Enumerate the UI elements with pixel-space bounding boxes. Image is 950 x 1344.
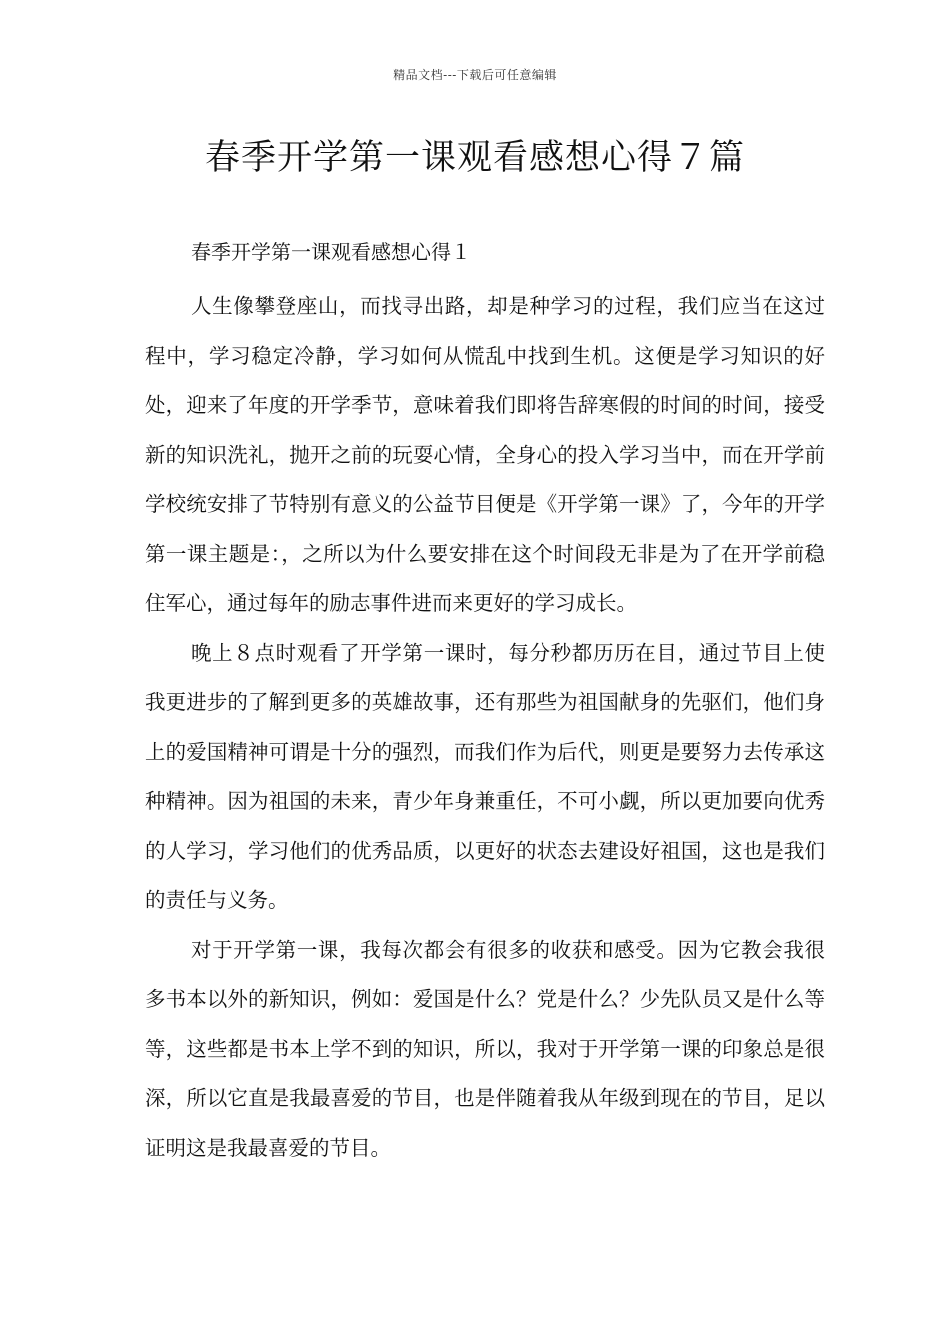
section-heading: 春季开学第一课观看感想心得１	[191, 240, 471, 264]
paragraph: 晚上８点时观看了开学第一课时，每分秒都历历在目，通过节目上使我更进步的了解到更多的英雄故事，还有那些为祖国献身的先驱们，他们身上的爱国精神可谓是十分的强烈，而我们作为后代，则更是要努力去传承这种精神。因为祖国的未来，青少年身兼重任，不可小觑，所以更加要向优秀的人学习，学习他们的优秀品质，以更好的状态去建设好祖国，这也是我们的责任与义务。	[145, 640, 825, 912]
page-title: 春季开学第一课观看感想心得７篇	[204, 138, 745, 178]
paragraph: 对于开学第一课，我每次都会有很多的收获和感受。因为它教会我很多书本以外的新知识，例如：爱国是什么？党是什么？少先队员又是什么等等，这些都是书本上学不到的知识，所以，我对于开学第一课的印象总是很深，所以它直是我最喜爱的节目，也是伴随着我从年级到现在的节目，足以证明这是我最喜爱的节目。	[145, 937, 825, 1160]
header-note: 精品文档---下载后可任意编辑	[393, 68, 557, 82]
paragraph: 人生像攀登座山，而找寻出路，却是种学习的过程，我们应当在这过程中，学习稳定冷静，学习如何从慌乱中找到生机。这便是学习知识的好处，迎来了年度的开学季节，意味着我们即将告辞寒假的时间的时间，接受新的知识洗礼，抛开之前的玩耍心情，全身心的投入学习当中，而在开学前学校统安排了节特别有意义的公益节目便是《开学第一课》了，今年的开学第一课主题是：，之所以为什么要安排在这个时间段无非是为了在开学前稳住军心，通过每年的励志事件进而来更好的学习成长。	[145, 294, 825, 615]
body-text	[145, 282, 825, 1173]
